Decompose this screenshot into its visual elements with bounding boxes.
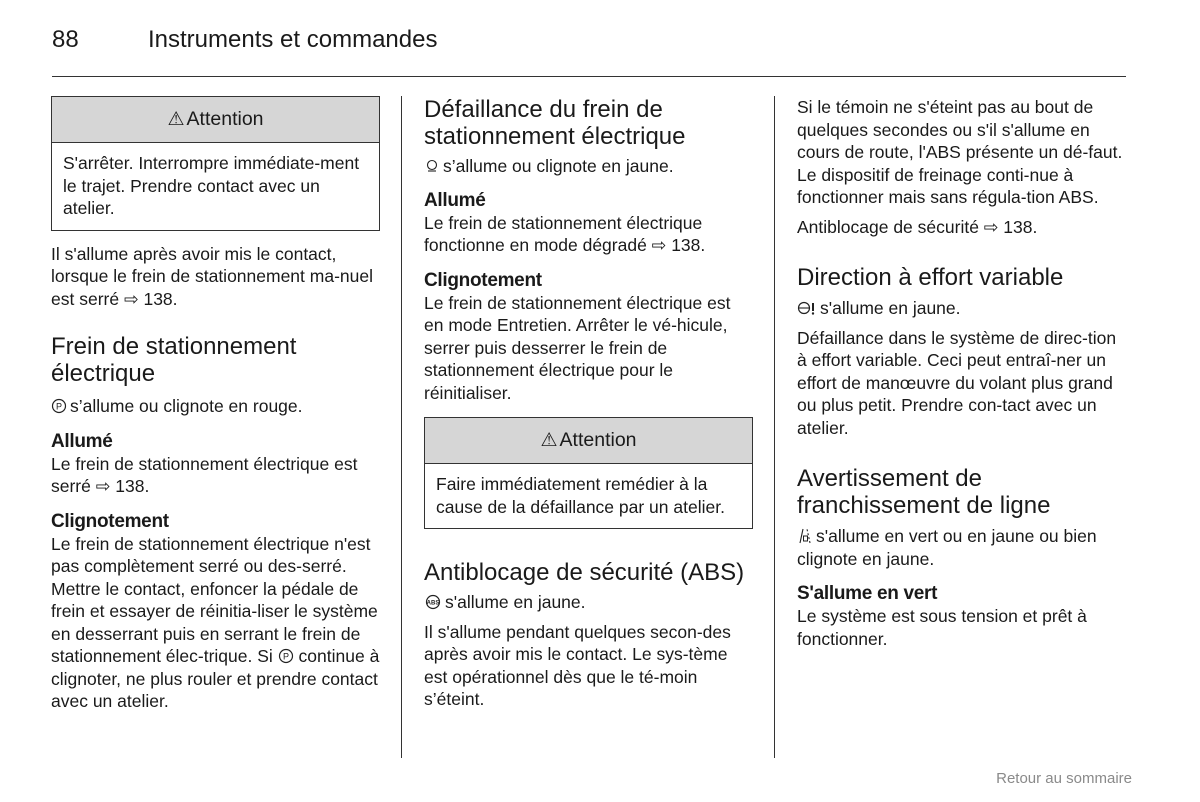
body-text: Le système est sous tension et prêt à fonctionner. xyxy=(797,606,1087,649)
body-text: Si le témoin ne s'éteint pas au bout de quelques secondes ou s'il s'allume en cours de route, l'ABS présente un dé-faut. Le dispositif de freinage conti-nue à fonctionner mais sans régula-tion ABS. xyxy=(797,97,1123,207)
body-text: Antiblocage de sécurité ⇨ 138. xyxy=(797,216,1038,237)
warning-triangle-icon: ⚠ xyxy=(540,430,558,451)
column-divider xyxy=(774,96,775,758)
section-heading: Défaillance du frein de stationnement électrique xyxy=(424,96,686,150)
brake-fault-icon xyxy=(424,158,440,174)
warning-box xyxy=(424,417,753,529)
warning-text: S'arrêter. Interrompre immédiate-ment le trajet. Prendre contact avec un atelier. xyxy=(63,153,360,218)
subheading: Clignotement xyxy=(424,269,542,291)
subheading: Allumé xyxy=(51,430,113,452)
indicator-line: s’allume ou clignote en jaune. xyxy=(424,155,753,178)
section-heading: Frein de stationnement électrique xyxy=(51,333,297,387)
section-heading: Direction à effort variable xyxy=(797,264,1064,291)
lane-departure-icon xyxy=(797,528,813,544)
section-heading: Avertissement de franchissement de ligne xyxy=(797,465,1051,519)
section-heading: Antiblocage de sécurité (ABS) xyxy=(424,559,745,586)
indicator-line: s'allume en jaune. xyxy=(797,297,1126,320)
warning-header xyxy=(425,418,752,464)
warning-triangle-icon: ⚠ xyxy=(167,109,185,130)
body-text: Le frein de stationnement électrique fonctionne en mode dégradé ⇨ 138. xyxy=(424,212,706,255)
svg-text:ABS: ABS xyxy=(426,600,440,607)
column-2 xyxy=(424,96,753,711)
warning-box xyxy=(51,96,380,231)
subheading: S'allume en vert xyxy=(797,583,938,604)
intro-text: Il s'allume après avoir mis le contact, lorsque le frein de stationnement ma-nuel est serré ⇨ 138. xyxy=(51,243,373,309)
subheading: Clignotement xyxy=(51,510,169,532)
parking-brake-icon xyxy=(278,648,294,664)
warning-text: Faire immédiatement remédier à la cause de la défaillance par un atelier. xyxy=(436,474,725,517)
indicator-line: s'allume en vert ou en jaune ou bien clignote en jaune. xyxy=(797,526,1097,569)
column-1 xyxy=(51,96,380,713)
column-3 xyxy=(797,96,1126,650)
back-to-summary-link[interactable]: Retour au sommaire xyxy=(996,770,1132,787)
steering-warning-icon xyxy=(797,300,817,316)
body-text: Défaillance dans le système de direc-tion à effort variable. Ceci peut entraî-ner un effort de manœuvre du volant plus grand ou plus petit. Prendre con-tact avec un atelier. xyxy=(797,327,1117,438)
svg-text:P: P xyxy=(55,401,63,412)
svg-text:P: P xyxy=(282,651,289,662)
indicator-line: P s’allume ou clignote en rouge. xyxy=(51,395,380,418)
body-text: Le frein de stationnement électrique est serré ⇨ 138. xyxy=(51,453,358,496)
column-divider xyxy=(401,96,402,758)
warning-title: Attention xyxy=(186,108,264,130)
body-text: Le frein de stationnement électrique n'est pas complètement serré ou des-serré. Mettre le contact, enfoncer la pédale de frein et essayer de réinitia-liser le système en desserrant puis en serrant le frein de stationnement élec-trique. Si P continue à clignoter, ne plus rouler et prendre contact avec un atelier. xyxy=(51,533,380,711)
subheading: Allumé xyxy=(424,189,486,211)
abs-icon xyxy=(424,594,442,610)
indicator-line: ABS s'allume en jaune. xyxy=(424,591,753,614)
body-text: Le frein de stationnement électrique est en mode Entretien. Arrêter le vé-hicule, serrer puis desserrer le frein de stationnement électrique pour le réinitialiser. xyxy=(424,292,731,403)
page-number: 88 xyxy=(52,26,79,53)
parking-brake-icon xyxy=(51,398,67,414)
body-text: Il s'allume pendant quelques secon-des après avoir mis le contact. Le sys-tème est opérationnel dès que le té-moin s’éteint. xyxy=(424,621,731,709)
page-header xyxy=(52,26,1126,77)
warning-title: Attention xyxy=(559,429,637,451)
page-title: Instruments et commandes xyxy=(148,26,438,53)
warning-header xyxy=(52,97,379,143)
